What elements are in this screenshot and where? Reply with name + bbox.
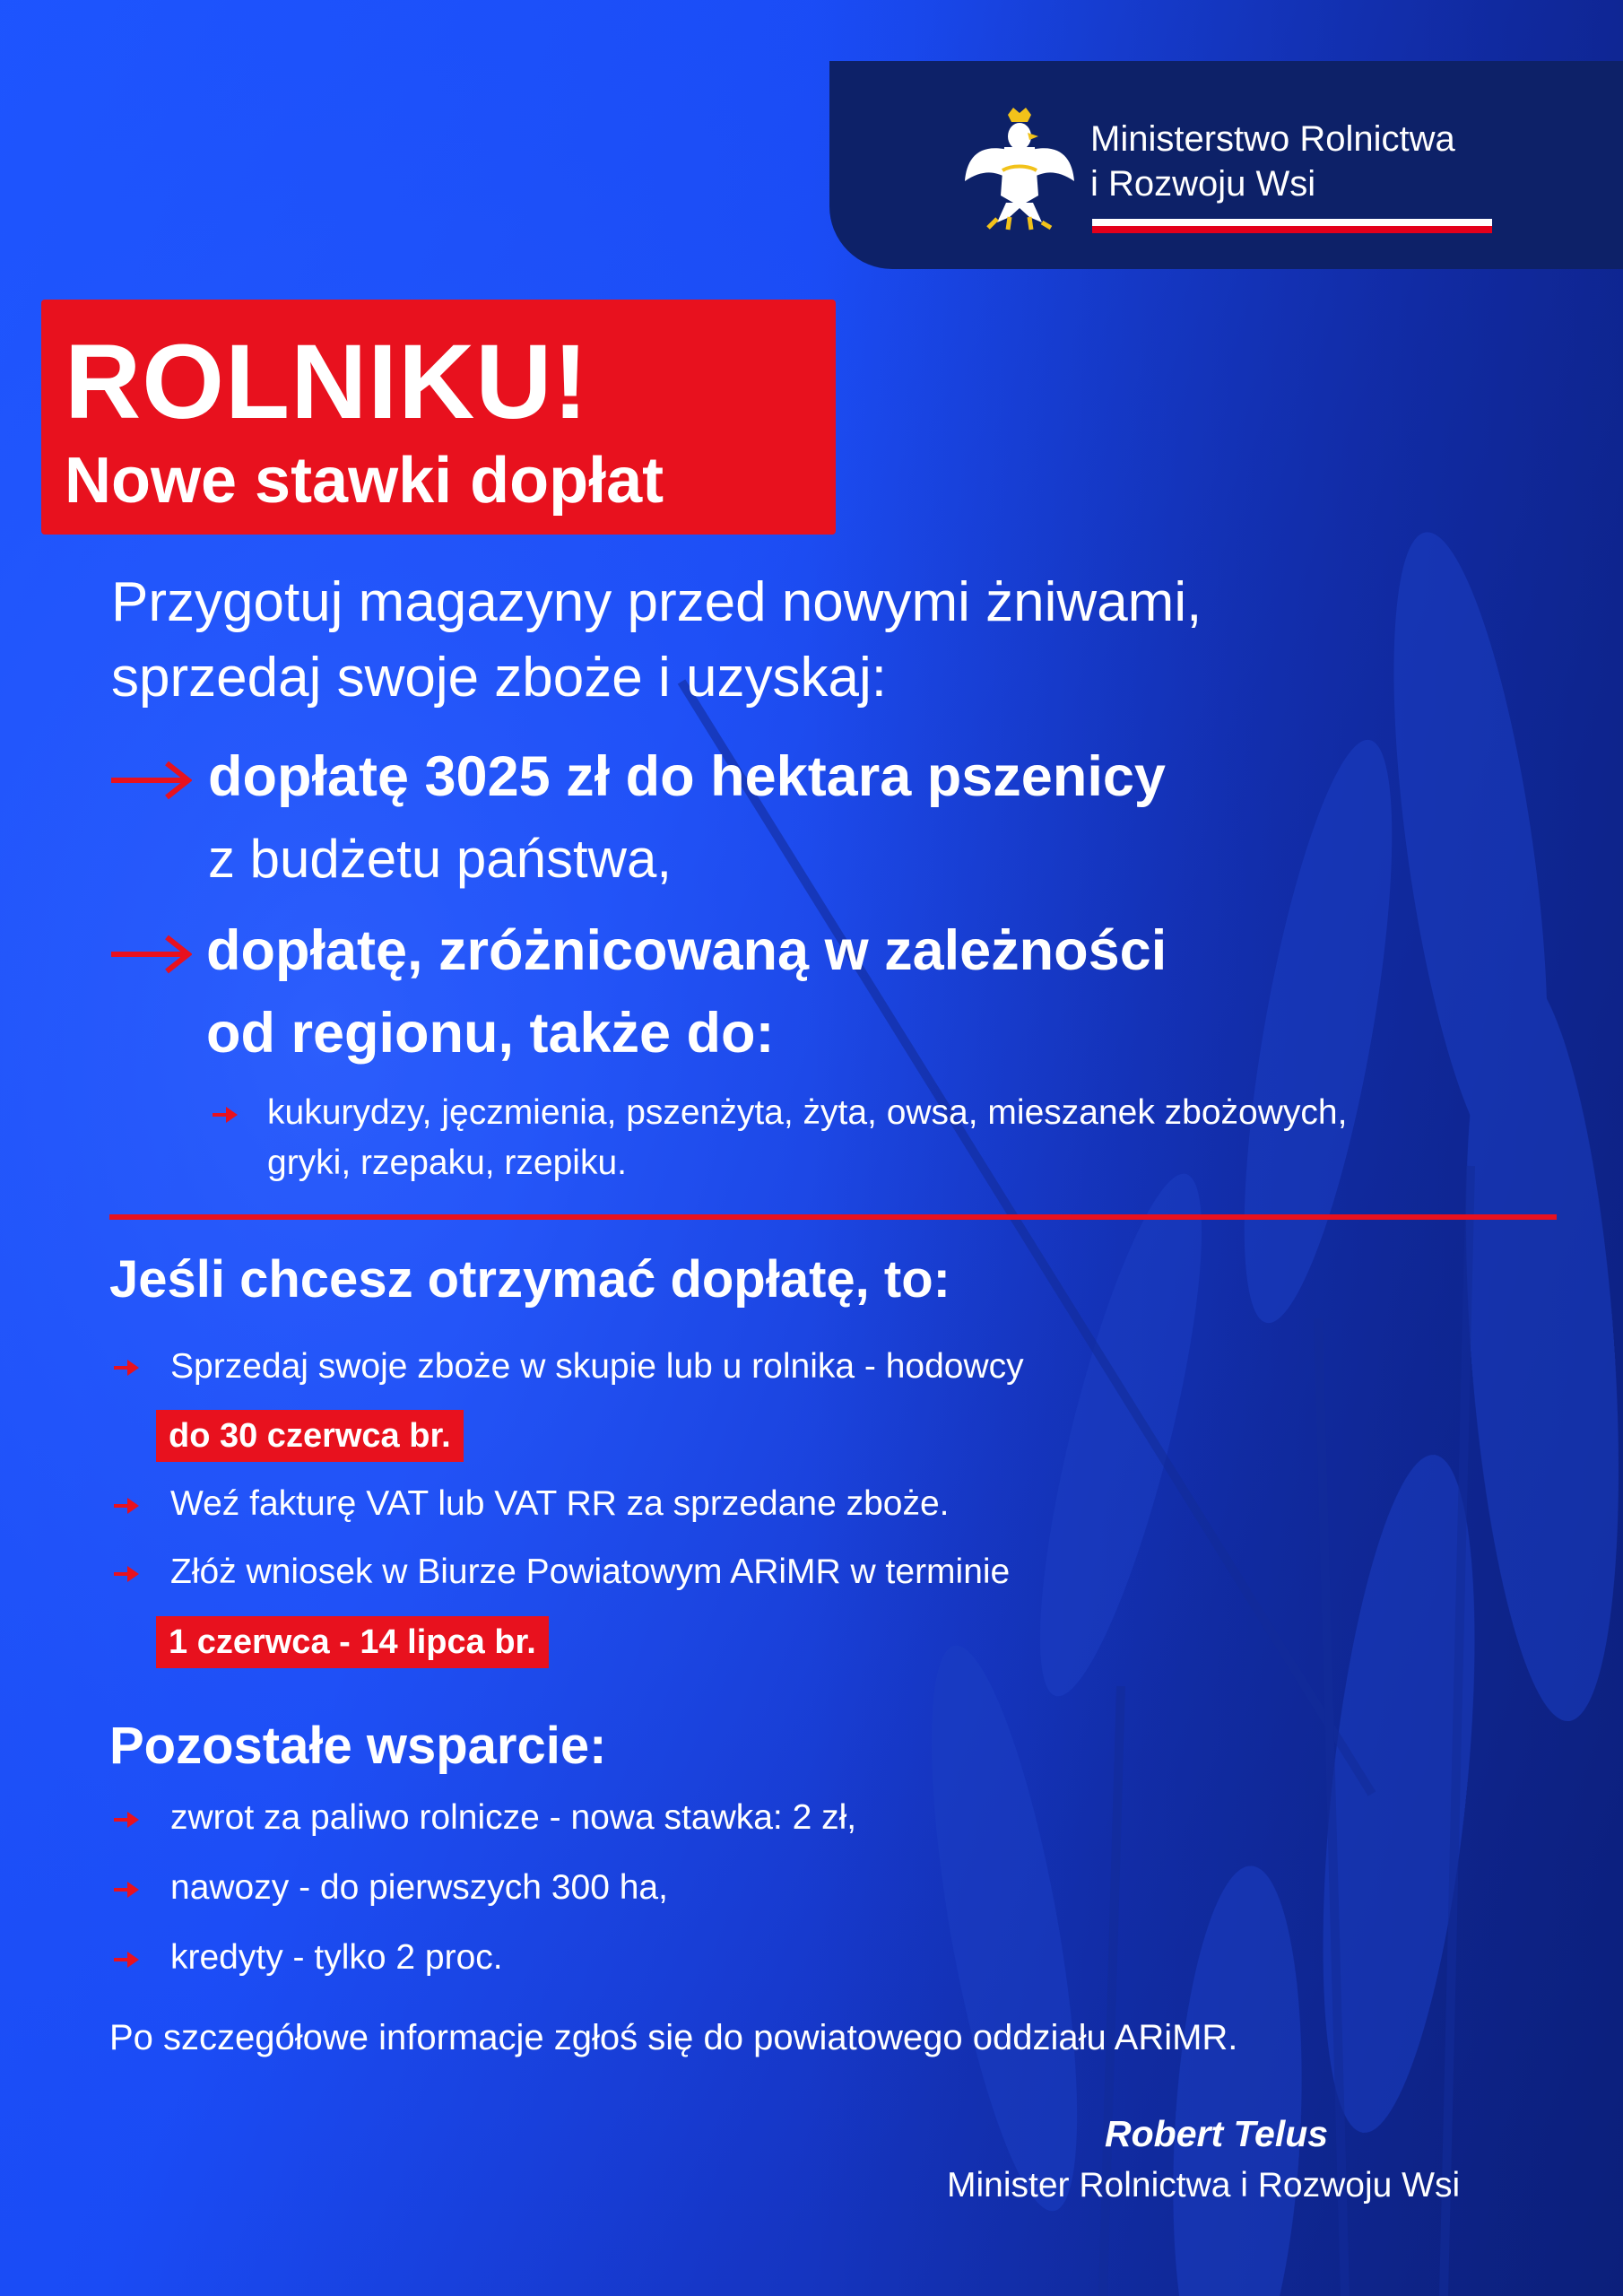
polish-flag-stripe bbox=[1092, 219, 1492, 233]
ministry-name bbox=[1090, 117, 1521, 206]
arrow-right-icon bbox=[113, 1950, 140, 1970]
support-item-fuel: zwrot za paliwo rolnicze - nowa stawka: 2 zł, bbox=[170, 1798, 857, 1837]
signature-title: Minister Rolnictwa i Rozwoju Wsi bbox=[947, 2166, 1461, 2205]
headline-subtitle: Nowe stawki dopłat bbox=[65, 445, 664, 517]
support-item-credits: kredyty - tylko 2 proc. bbox=[170, 1938, 503, 1977]
support-item-fertilizers: nawozy - do pierwszych 300 ha, bbox=[170, 1868, 668, 1907]
white-eagle-emblem-icon bbox=[961, 106, 1078, 231]
signature-name: Robert Telus bbox=[1105, 2113, 1329, 2154]
benefit-wheat-subsidy: dopłatę 3025 zł do hektara pszenicy bbox=[208, 745, 1166, 808]
intro-line2: sprzedaj swoje zboże i uzyskaj: bbox=[111, 647, 887, 709]
benefit-wheat-source: z budżetu państwa, bbox=[208, 829, 673, 889]
deadline-tag-sale: do 30 czerwca br. bbox=[156, 1410, 464, 1462]
crops-list-line2: gryki, rzepaku, rzepiku. bbox=[267, 1144, 627, 1182]
arrow-right-icon bbox=[113, 1564, 140, 1584]
intro-line1: Przygotuj magazyny przed nowymi żniwami, bbox=[111, 571, 1202, 633]
benefit-regional-line2: od regionu, także do: bbox=[206, 1002, 775, 1065]
deadline-tag-application: 1 czerwca - 14 lipca br. bbox=[156, 1616, 549, 1668]
headline-title: ROLNIKU! bbox=[65, 323, 589, 441]
arrow-right-icon bbox=[113, 1496, 140, 1516]
condition-item-invoice: Weź fakturę VAT lub VAT RR za sprzedane zboże. bbox=[170, 1484, 950, 1523]
section-divider bbox=[109, 1214, 1557, 1220]
ministry-name-line1: Ministerstwo Rolnictwa bbox=[1090, 119, 1455, 159]
conditions-heading: Jeśli chcesz otrzymać dopłatę, to: bbox=[109, 1250, 950, 1309]
benefit-regional-line1: dopłatę, zróżnicowaną w zależności bbox=[206, 919, 1167, 982]
footer-note: Po szczegółowe informacje zgłoś się do powiatowego oddziału ARiMR. bbox=[109, 2018, 1238, 2057]
arrow-right-icon bbox=[113, 1880, 140, 1900]
crops-list-line1: kukurydzy, jęczmienia, pszenżyta, żyta, owsa, mieszanek zbożowych, bbox=[267, 1093, 1348, 1132]
condition-item-sell: Sprzedaj swoje zboże w skupie lub u rolnika - hodowcy bbox=[170, 1347, 1024, 1386]
condition-item-application: Złóż wniosek w Biurze Powiatowym ARiMR w terminie bbox=[170, 1552, 1011, 1591]
other-support-heading: Pozostałe wsparcie: bbox=[109, 1717, 607, 1775]
arrow-right-icon bbox=[109, 935, 192, 974]
arrow-right-icon bbox=[113, 1810, 140, 1830]
arrow-right-icon bbox=[113, 1358, 140, 1378]
intro-text bbox=[111, 565, 1202, 716]
ministry-name-line2: i Rozwoju Wsi bbox=[1090, 164, 1316, 204]
arrow-right-icon bbox=[212, 1105, 239, 1125]
arrow-right-icon bbox=[109, 761, 192, 800]
